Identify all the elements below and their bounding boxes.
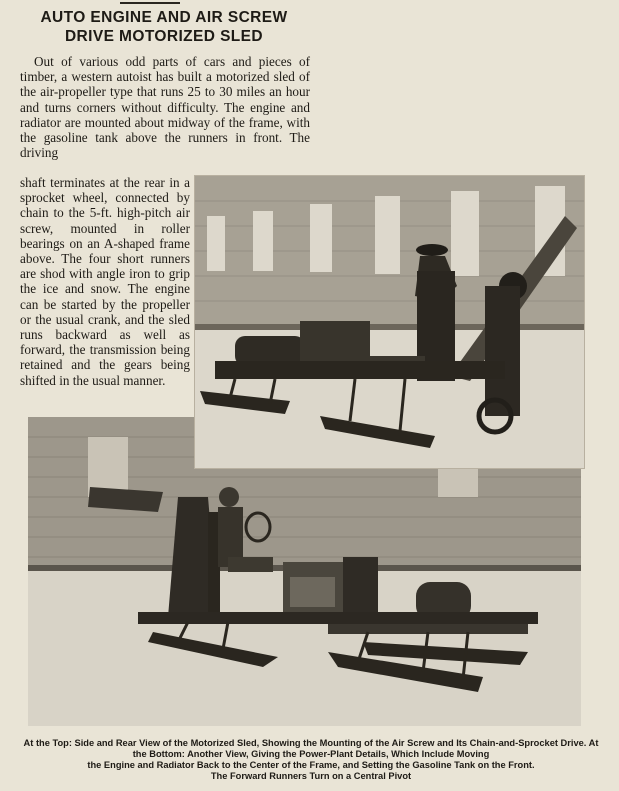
caption-line-1: At the Top: Side and Rear View of the Motorized Sled, Showing the Mounting of the Air Screw and Its Chain-and-Sprocket Drive. At the Bottom: Another View, Giving the Power-Plant Details, Which Include Moving xyxy=(23,738,599,759)
article-paragraph-left: shaft terminates at the rear in a sprocket wheel, connected by chain to the 5-ft. high-pitch air screw, mounted in roller bearings on an A-shaped frame above. The four short runners are shod with angle iron to grip the ice and snow. The engine can be started by the propeller or the usual crank, and the sled runs backward as well as forward, the transmission being retained and the gears being shifted in the usual manner. xyxy=(20,175,190,388)
top-rule xyxy=(120,2,180,4)
headline-line-1: AUTO ENGINE AND AIR SCREW xyxy=(40,9,288,26)
article-paragraph-top: Out of various odd parts of cars and pieces of timber, a western autoist has built a motorized sled of the air-propeller type that runs 25 to 30 miles an hour and turns corners without difficulty. The engine and radiator are mounted about midway of the frame, with the gasoline tank above the runners in front. The driving xyxy=(20,54,310,161)
caption-line-2: the Engine and Radiator Back to the Center of the Frame, and Setting the Gasoline Tank on the Front. xyxy=(87,760,535,770)
headline-line-2: DRIVE MOTORIZED SLED xyxy=(64,28,264,45)
photo-sled-side-rear-view xyxy=(194,175,585,469)
figure-caption xyxy=(16,738,606,782)
caption-line-3: The Forward Runners Turn on a Central Pivot xyxy=(210,771,412,781)
article-headline xyxy=(14,8,314,46)
